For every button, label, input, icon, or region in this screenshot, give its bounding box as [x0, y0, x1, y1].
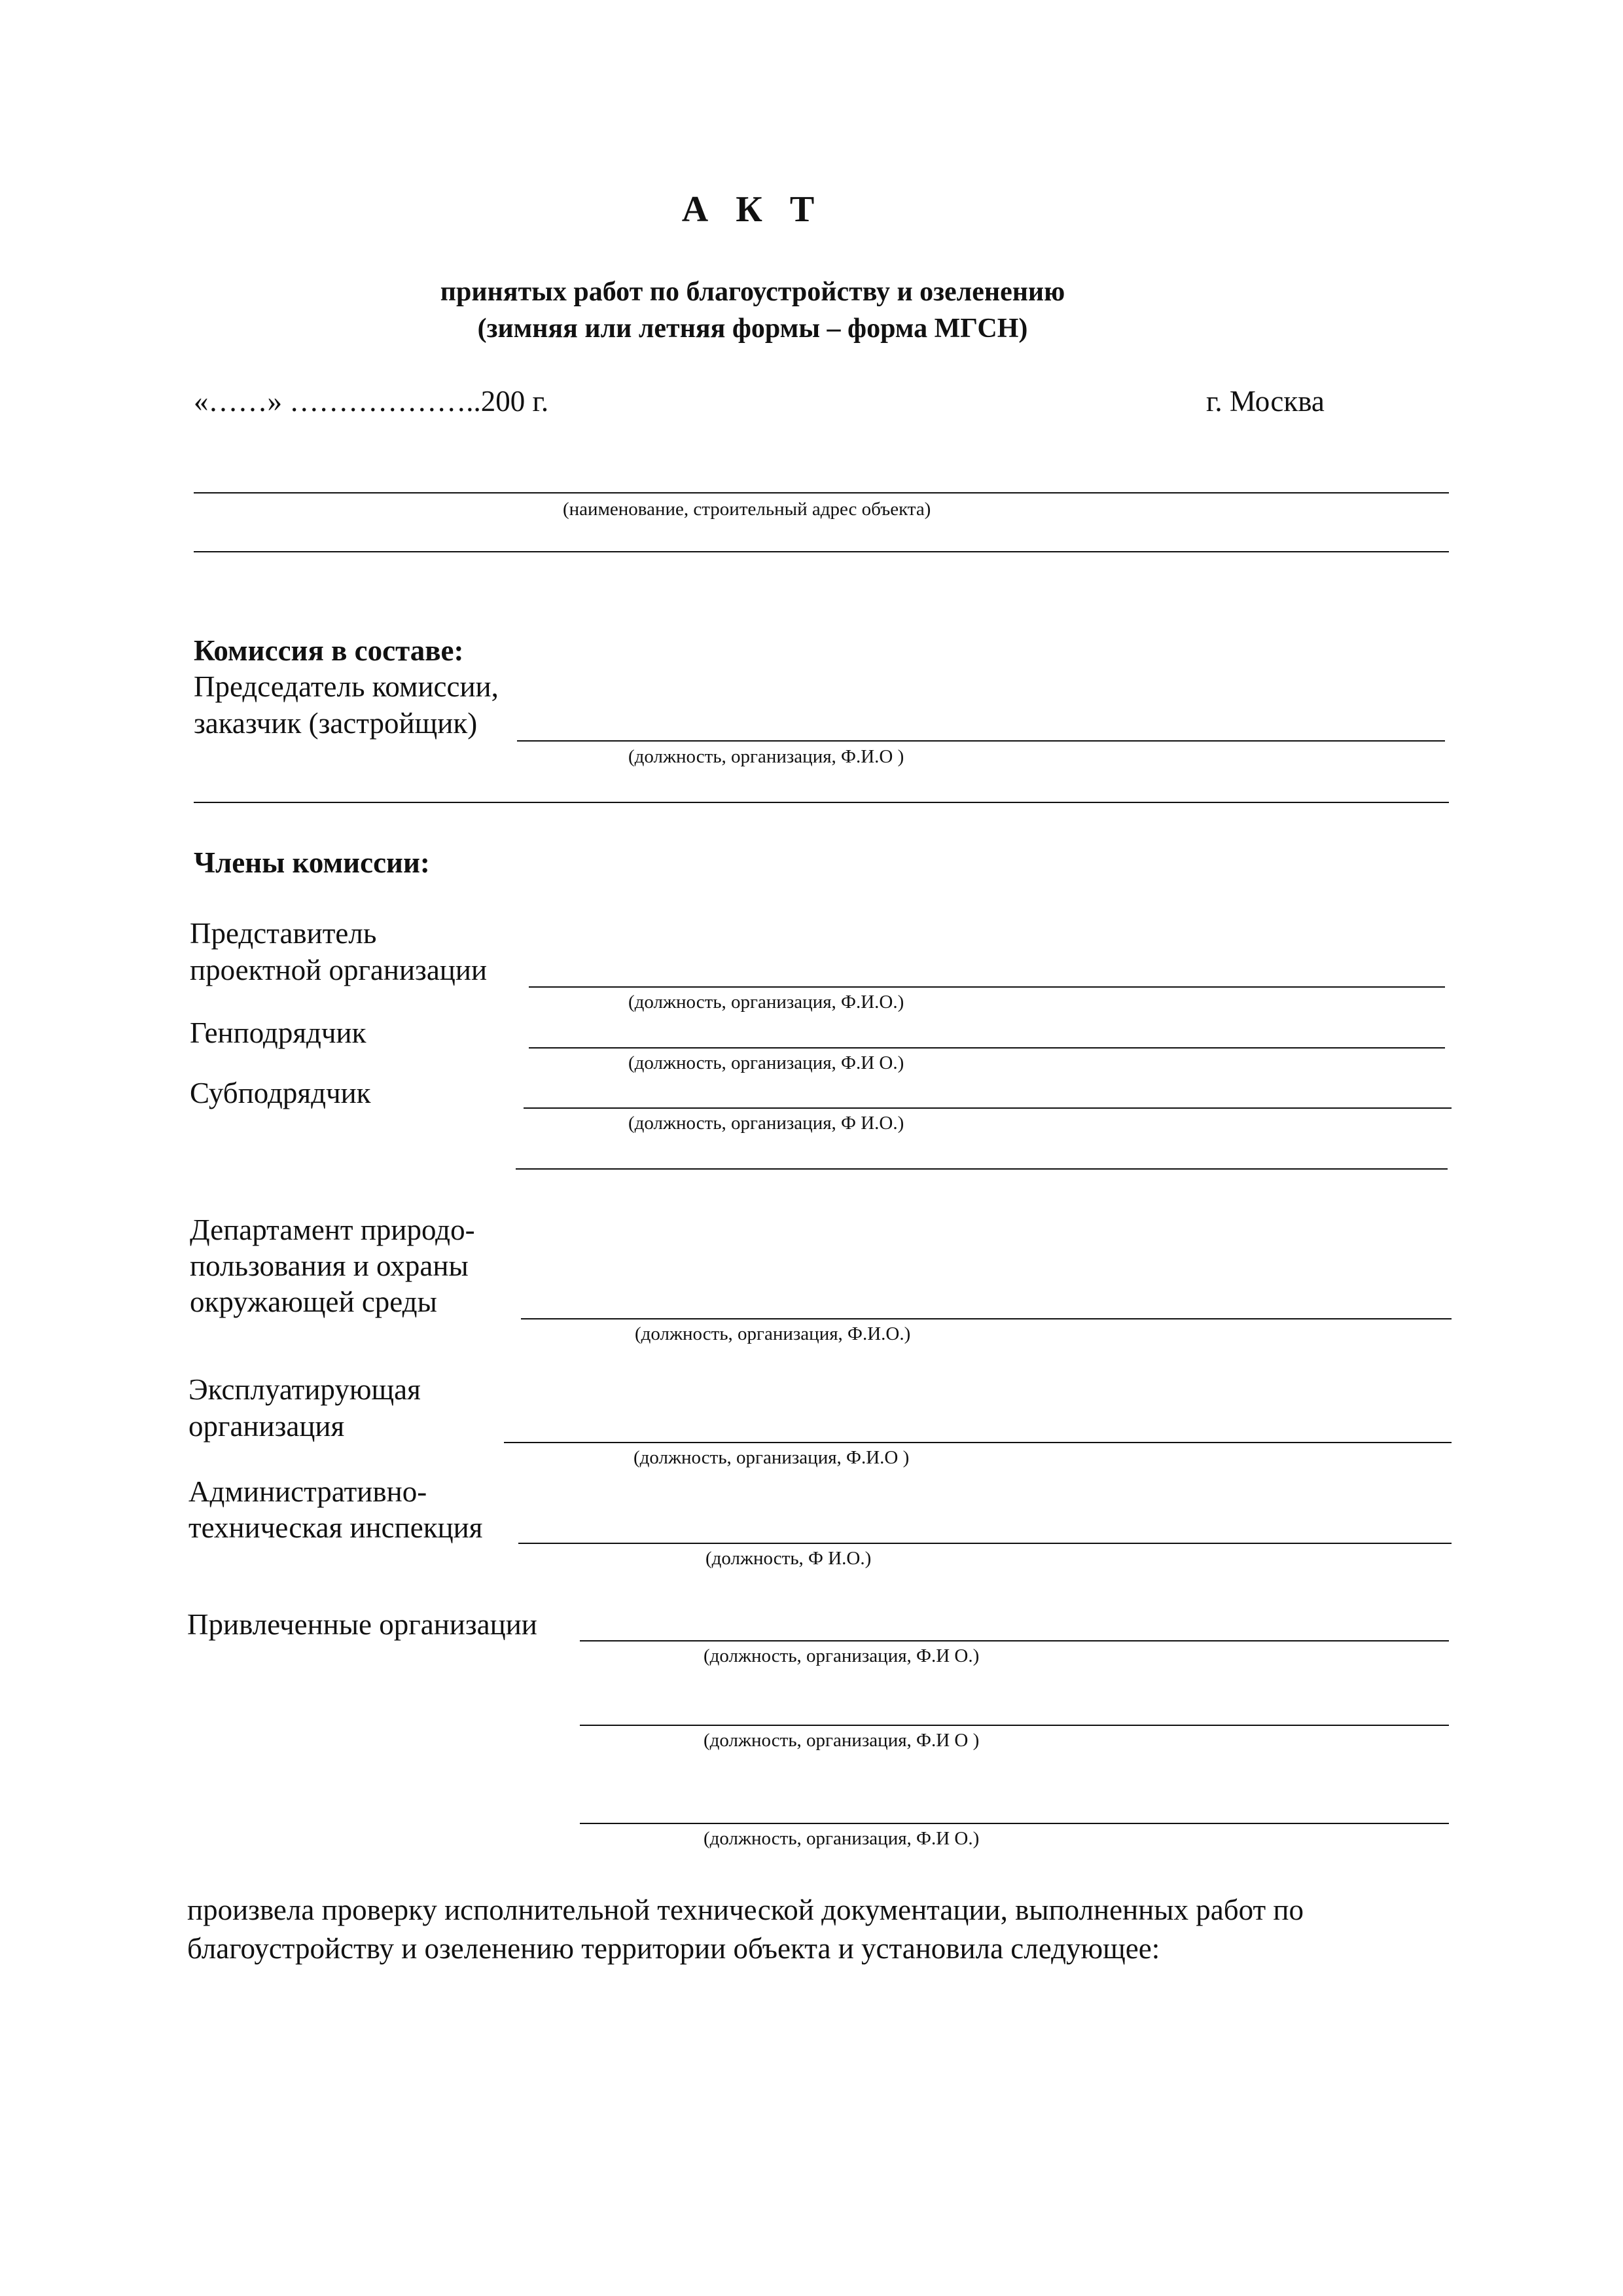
- city-label: г. Москва: [1206, 385, 1325, 418]
- object-caption: (наименование, строительный адрес объекта): [563, 499, 931, 520]
- conclusion-line-1: произвела проверку исполнительной технической документации, выполненных работ по: [187, 1893, 1304, 1926]
- document-subtitle-line-1: принятых работ по благоустройству и озеленению: [440, 277, 1065, 307]
- design-org-label-line-2: проектной организации: [190, 954, 488, 986]
- involved-org-caption-3: (должность, организация, Ф.И О.): [704, 1828, 980, 1849]
- members-heading: Члены комиссии:: [194, 846, 430, 879]
- involved-org-caption-2: (должность, организация, Ф.И О ): [704, 1730, 980, 1751]
- department-label-line-1: Департамент природо-: [190, 1213, 475, 1246]
- operating-org-label-line-2: организация: [188, 1410, 345, 1443]
- design-org-caption: (должность, организация, Ф.И.О.): [628, 992, 904, 1013]
- conclusion-line-2: благоустройству и озеленению территории объекта и установила следующее:: [187, 1932, 1160, 1965]
- document-title: А К Т: [681, 189, 824, 230]
- inspection-caption: (должность, Ф И.О.): [705, 1548, 872, 1569]
- general-contractor-signature-line[interactable]: [529, 1047, 1445, 1049]
- department-label-line-2: пользования и охраны: [190, 1249, 469, 1282]
- involved-org-signature-line-3[interactable]: [580, 1823, 1449, 1824]
- chairman-signature-line[interactable]: [517, 740, 1445, 742]
- inspection-label-line-1: Административно-: [188, 1475, 427, 1508]
- involved-org-signature-line-1[interactable]: [580, 1640, 1449, 1641]
- operating-org-caption: (должность, организация, Ф.И.О ): [633, 1447, 910, 1468]
- involved-org-signature-line-2[interactable]: [580, 1725, 1449, 1726]
- general-contractor-caption: (должность, организация, Ф.И О.): [628, 1052, 904, 1073]
- inspection-label-line-2: техническая инспекция: [188, 1511, 483, 1544]
- object-name-line-1[interactable]: [194, 492, 1449, 493]
- general-contractor-label: Генподрядчик: [190, 1016, 366, 1049]
- document-subtitle-line-2: (зимняя или летняя формы – форма МГСН): [477, 314, 1028, 344]
- subcontractor-signature-line[interactable]: [524, 1107, 1452, 1109]
- involved-orgs-label: Привлеченные организации: [187, 1608, 537, 1641]
- subcontractor-extra-line[interactable]: [516, 1168, 1448, 1170]
- chairman-extra-line[interactable]: [194, 802, 1449, 803]
- subcontractor-label: Субподрядчик: [190, 1077, 371, 1109]
- object-name-line-2[interactable]: [194, 551, 1449, 552]
- operating-org-label-line-1: Эксплуатирующая: [188, 1373, 421, 1406]
- design-org-signature-line[interactable]: [529, 986, 1445, 988]
- chairman-caption: (должность, организация, Ф.И.О ): [628, 746, 904, 767]
- chairman-label-line-1: Председатель комиссии,: [194, 670, 499, 703]
- design-org-label-line-1: Представитель: [190, 917, 377, 950]
- department-caption: (должность, организация, Ф.И.О.): [635, 1323, 911, 1344]
- commission-heading: Комиссия в составе:: [194, 634, 464, 667]
- chairman-label-line-2: заказчик (застройщик): [194, 707, 478, 740]
- subcontractor-caption: (должность, организация, Ф И.О.): [628, 1113, 904, 1134]
- department-signature-line[interactable]: [521, 1318, 1452, 1319]
- operating-org-signature-line[interactable]: [504, 1442, 1452, 1443]
- involved-org-caption-1: (должность, организация, Ф.И О.): [704, 1645, 980, 1666]
- department-label-line-3: окружающей среды: [190, 1285, 437, 1318]
- date-line: «……» ………………..200 г.: [194, 385, 549, 418]
- inspection-signature-line[interactable]: [518, 1543, 1452, 1544]
